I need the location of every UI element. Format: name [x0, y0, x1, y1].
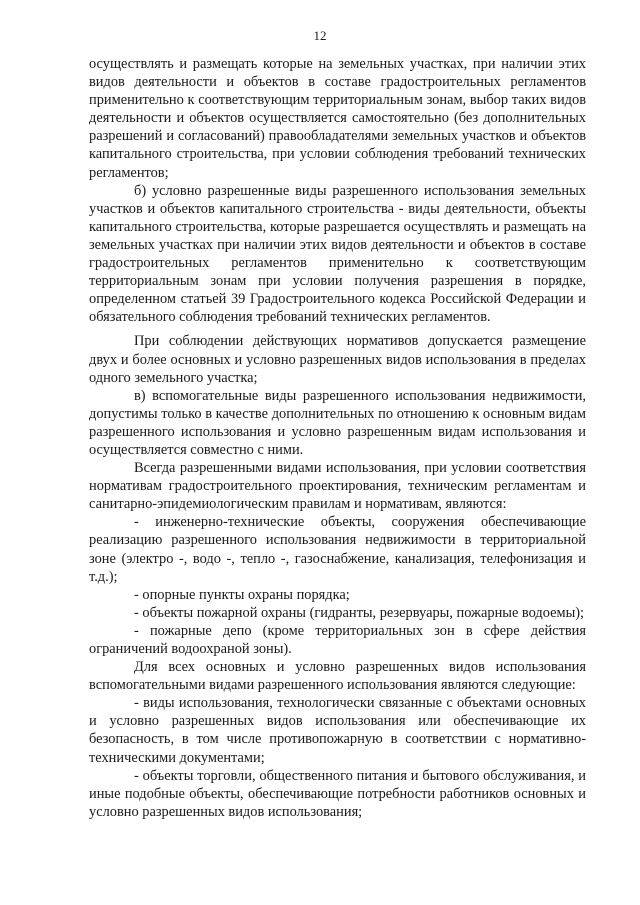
paragraph-auxiliary-uses: в) вспомогательные виды разрешенного использования недвижимости, допустимы только в качестве дополнительных по отношению к основным видам разрешенного использования и условно разрешенным видам использования и осуществляется совместно с ними. — [89, 387, 586, 458]
list-item-fire-depots: - пожарные депо (кроме территориальных зон в сфере действия ограничений водоохраной зоны). — [89, 622, 586, 657]
page-number: 12 — [313, 28, 327, 43]
paragraph-always-permitted: Всегда разрешенными видами использования, при условии соответствия нормативам градостроительного проектирования, техническим регламентам и санитарно-эпидемиологическим правилам и нормативам, являются: — [89, 460, 586, 513]
paragraph-multiple-uses: При соблюдении действующих нормативов допускается размещение двух и более основных и условно разрешенных видов использования в пределах одного земельного участка; — [89, 333, 586, 386]
list-item-police-posts: - опорные пункты охраны порядка; — [134, 586, 350, 603]
document-body — [89, 55, 586, 821]
list-item-trade-objects: - объекты торговли, общественного питания и бытового обслуживания, и иные подобные объекты, обеспечивающие потребности работников основных и условно разрешенных видов использования; — [89, 767, 586, 820]
list-item-engineering-objects: - инженерно-технические объекты, сооружения обеспечивающие реализацию разрешенного использования недвижимости в территориальной зоне (электро -, водо -, тепло -, газоснабжение, канализация, телефонизация и т.д.); — [89, 514, 586, 585]
paragraph-continued: осуществлять и размещать которые на земельных участках, при наличии этих видов деятельности и объектов в составе градостроительных регламентов применительно к соответствующим территориальным зонам, выбор таких видов деятельности и объектов осуществляется самостоятельно (без дополнительных разрешений и согласований) правообладателями земельных участков и объектов капитального строительства, при условии соблюдения требований технических регламентов; — [89, 56, 586, 181]
paragraph-auxiliary-for-all: Для всех основных и условно разрешенных видов использования вспомогательными видами разрешенного использования являются следующие: — [89, 659, 586, 694]
list-item-fire-protection: - объекты пожарной охраны (гидранты, резервуары, пожарные водоемы); — [134, 604, 585, 621]
list-item-technological-uses: - виды использования, технологически связанные с объектами основных и условно разрешенных видов использования или обеспечивающие их безопасность, в том числе противопожарную в соответствии с нормативно-техническими документами; — [89, 695, 586, 766]
paragraph-conditional-uses: б) условно разрешенные виды разрешенного использования земельных участков и объектов капитального строительства - виды деятельности, объекты капитального строительства, которые разрешается осуществлять и размещать на земельных участках при наличии этих видов деятельности и объектов в составе градостроительных регламентов применительно к соответствующим территориальным зонам при условии получения разрешения в порядке, определенном статьей 39 Градостроительного кодекса Российской Федерации и обязательного соблюдения требований технических регламентов. — [89, 182, 586, 326]
